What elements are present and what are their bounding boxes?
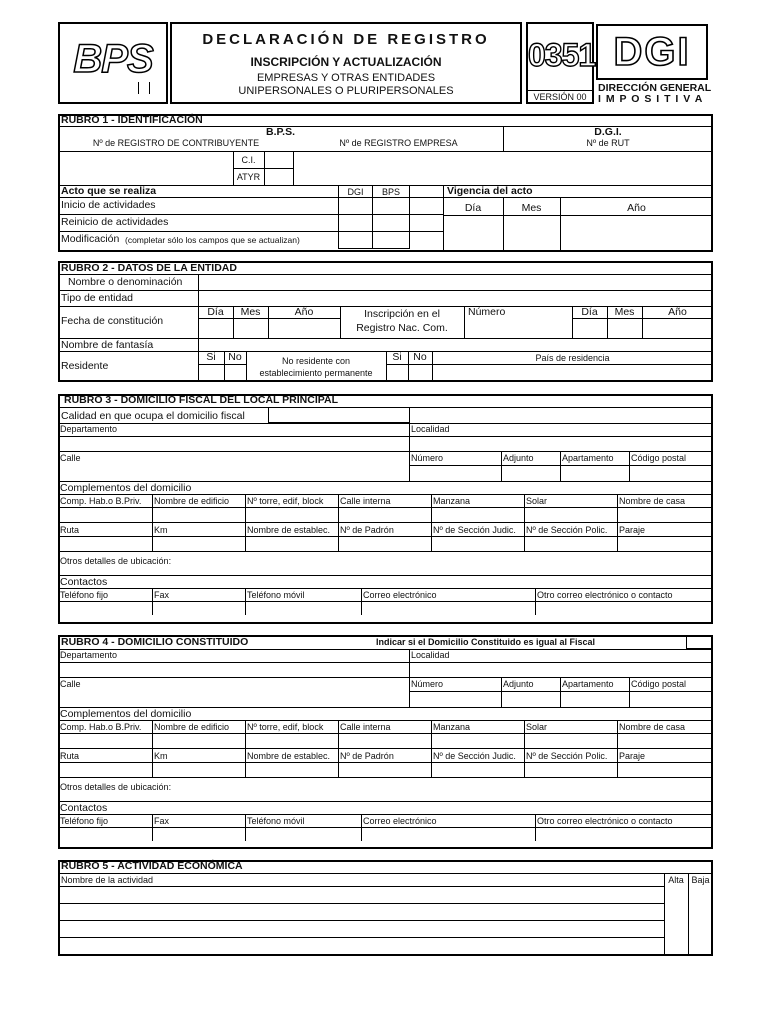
r4-paraje-label: Paraje xyxy=(619,751,646,761)
r3-telefono-label: Teléfono fijo xyxy=(60,590,109,600)
r4-calle-interna-label: Calle interna xyxy=(340,722,391,732)
r4-manzana-label: Manzana xyxy=(433,722,471,732)
r4-km-label: Km xyxy=(154,751,168,761)
fecha-mes: Mes xyxy=(240,306,261,318)
vigencia-mes: Mes xyxy=(521,202,542,214)
ci-input[interactable] xyxy=(265,152,293,168)
acto-label: Acto que se realiza xyxy=(61,185,157,197)
r4-otros-detalles-input[interactable] xyxy=(200,779,711,797)
r3-calle-interna-input[interactable] xyxy=(340,509,429,521)
r3-km-label: Km xyxy=(154,525,168,535)
r3-padron-label: Nº de Padrón xyxy=(340,525,394,535)
r4-adjunto-label: Adjunto xyxy=(503,679,534,689)
dgi-logo: DGI xyxy=(613,30,691,74)
fecha-anio: Año xyxy=(294,306,314,318)
dgi-line-1: DIRECCIÓN GENERAL xyxy=(598,82,712,94)
form-number: 0351 xyxy=(528,37,596,73)
r3-correo-input[interactable] xyxy=(363,602,533,613)
rubro-4-indicar-label: Indicar si el Domicilio Constituido es igual al Fiscal xyxy=(376,637,596,647)
r3-numero-input[interactable] xyxy=(411,466,499,480)
r3-km-input[interactable] xyxy=(154,538,243,550)
residente-si-check[interactable] xyxy=(200,366,222,380)
r3-nombre-casa-input[interactable] xyxy=(619,509,711,521)
bps-logo-bars xyxy=(138,82,150,94)
r4-codigo-postal-input[interactable] xyxy=(631,692,711,706)
no-residente-label-1: No residente con xyxy=(281,356,351,366)
r4-contactos-label: Contactos xyxy=(60,802,108,814)
rubro-1-title: RUBRO 1 - IDENTIFICACIÓN xyxy=(61,114,203,126)
r3-numero-label: Número xyxy=(411,453,444,463)
actividad-nombre-label: Nombre de la actividad xyxy=(61,875,154,885)
r3-paraje-label: Paraje xyxy=(619,525,646,535)
r4-correo-input[interactable] xyxy=(363,828,533,839)
rubro-1-dgi-heading: D.G.I. xyxy=(594,126,622,138)
r4-localidad-label: Localidad xyxy=(411,650,450,660)
r3-movil-label: Teléfono móvil xyxy=(247,590,305,600)
r3-nombre-establec-label: Nombre de establec. xyxy=(247,525,331,535)
actividad-baja-check-4[interactable] xyxy=(690,938,711,953)
r4-nombre-edificio-label: Nombre de edificio xyxy=(154,722,230,732)
r4-ruta-input[interactable] xyxy=(60,764,150,776)
r4-nombre-establec-label: Nombre de establec. xyxy=(247,751,331,761)
actividad-alta-check-3[interactable] xyxy=(666,921,686,936)
r3-correo-label: Correo electrónico xyxy=(363,590,437,600)
r3-torre-input[interactable] xyxy=(247,509,336,521)
r4-calle-input[interactable] xyxy=(60,692,407,706)
residente-no-check[interactable] xyxy=(226,366,244,380)
r4-movil-input[interactable] xyxy=(247,828,359,839)
r4-seccion-polic-label: Nº de Sección Polic. xyxy=(526,751,608,761)
r4-calle-interna-input[interactable] xyxy=(340,735,429,747)
form-title-box xyxy=(170,22,522,104)
fecha-anio-input[interactable] xyxy=(270,320,338,336)
r4-comp-hab-input[interactable] xyxy=(60,735,150,747)
r3-otros-detalles-input[interactable] xyxy=(200,553,711,571)
no-residente-no-check[interactable] xyxy=(410,366,430,380)
vigencia-anio-input[interactable] xyxy=(562,217,711,250)
r3-nombre-edificio-input[interactable] xyxy=(154,509,243,521)
acto-bps-header: BPS xyxy=(381,187,400,197)
fecha-label: Fecha de constitución xyxy=(61,315,164,327)
actividad-nombre-input-1[interactable] xyxy=(60,887,662,902)
inscripcion-mes: Mes xyxy=(614,306,635,318)
dgi-line-2: I M P O S I T I V A xyxy=(598,93,704,105)
calidad-input[interactable] xyxy=(268,407,410,423)
no-residente-si: Si xyxy=(392,351,402,363)
nombre-input[interactable] xyxy=(200,276,711,289)
r3-apartamento-input[interactable] xyxy=(562,466,627,480)
reg-contribuyente-label: Nº de REGISTRO DE CONTRIBUYENTE xyxy=(92,138,260,148)
r4-movil-label: Teléfono móvil xyxy=(247,816,305,826)
r4-nombre-edificio-input[interactable] xyxy=(154,735,243,747)
bps-logo-box xyxy=(58,22,168,104)
r3-contactos-label: Contactos xyxy=(60,576,108,588)
r3-departamento-input[interactable] xyxy=(60,437,407,450)
actividad-baja-check-3[interactable] xyxy=(690,921,711,936)
r3-seccion-judic-label: Nº de Sección Judic. xyxy=(433,525,516,535)
r3-apartamento-label: Apartamento xyxy=(562,453,614,463)
r4-calle-label: Calle xyxy=(60,679,81,689)
fecha-dia-input[interactable] xyxy=(200,320,231,336)
r4-nombre-establec-input[interactable] xyxy=(247,764,336,776)
r3-seccion-judic-input[interactable] xyxy=(433,538,522,550)
form-line-2: UNIPERSONALES O PLURIPERSONALES xyxy=(238,85,454,97)
r4-adjunto-input[interactable] xyxy=(503,692,558,706)
inicio-dgi-check[interactable] xyxy=(340,199,371,214)
reg-empresa-label: Nº de REGISTRO EMPRESA xyxy=(339,138,458,148)
reinicio-dgi-check[interactable] xyxy=(340,215,371,230)
inscripcion-anio: Año xyxy=(668,306,687,318)
pais-residencia-label: País de residencia xyxy=(535,353,610,363)
r3-torre-label: Nº torre, edif, block xyxy=(247,496,324,506)
r4-numero-input[interactable] xyxy=(411,692,499,706)
tipo-input[interactable] xyxy=(200,292,711,305)
vigencia-dia: Día xyxy=(464,202,482,214)
r4-localidad-input[interactable] xyxy=(411,663,711,676)
r4-codigo-postal-label: Código postal xyxy=(631,679,687,689)
inscripcion-label-2: Registro Nac. Com. xyxy=(356,322,448,334)
rut-label: Nº de RUT xyxy=(586,138,630,148)
bps-logo: BPS xyxy=(73,37,153,81)
inscripcion-dia: Día xyxy=(581,306,598,318)
r4-seccion-judic-input[interactable] xyxy=(433,764,522,776)
r3-calle-interna-label: Calle interna xyxy=(340,496,391,506)
residente-no: No xyxy=(228,351,242,363)
form-version: VERSIÓN 00 xyxy=(528,90,592,102)
no-residente-si-check[interactable] xyxy=(388,366,406,380)
dgi-logo-box xyxy=(596,24,708,80)
r3-fax-input[interactable] xyxy=(154,602,243,613)
r3-movil-input[interactable] xyxy=(247,602,359,613)
residente-label: Residente xyxy=(61,360,109,372)
r4-paraje-input[interactable] xyxy=(619,764,711,776)
reinicio-bps-check[interactable] xyxy=(374,215,408,230)
r3-solar-input[interactable] xyxy=(526,509,615,521)
actividad-baja-check-2[interactable] xyxy=(690,904,711,919)
r4-padron-input[interactable] xyxy=(340,764,429,776)
rut-input[interactable] xyxy=(505,152,711,184)
actividad-baja-check-1[interactable] xyxy=(690,887,711,902)
r3-telefono-input[interactable] xyxy=(60,602,150,613)
actividad-nombre-input-2[interactable] xyxy=(60,904,662,919)
inscripcion-label-1: Inscripción en el xyxy=(364,308,440,320)
r3-nombre-casa-label: Nombre de casa xyxy=(619,496,686,506)
r3-nombre-edificio-label: Nombre de edificio xyxy=(154,496,230,506)
r3-comp-hab-label: Comp. Hab.o B.Priv. xyxy=(60,496,142,506)
r4-fax-label: Fax xyxy=(154,816,170,826)
rubro-5-title: RUBRO 5 - ACTIVIDAD ECONÓMICA xyxy=(61,860,243,872)
r4-comp-hab-label: Comp. Hab.o B.Priv. xyxy=(60,722,142,732)
r3-otro-correo-input[interactable] xyxy=(537,602,711,613)
r3-ruta-label: Ruta xyxy=(60,525,80,535)
modificacion-note: (completar sólo los campos que se actualizan) xyxy=(125,235,300,245)
calidad-label: Calidad en que ocupa el domicilio fiscal xyxy=(61,410,245,422)
rubro-4-title: RUBRO 4 - DOMICILIO CONSTITUIDO xyxy=(61,636,249,648)
r3-seccion-polic-input[interactable] xyxy=(526,538,615,550)
vigencia-anio: Año xyxy=(627,202,646,214)
vigencia-dia-input[interactable] xyxy=(445,217,501,250)
actividad-nombre-input-3[interactable] xyxy=(60,921,662,936)
r3-departamento-label: Departamento xyxy=(60,424,118,434)
r4-nombre-casa-input[interactable] xyxy=(619,735,711,747)
inicio-label: Inicio de actividades xyxy=(61,199,156,211)
r4-numero-label: Número xyxy=(411,679,444,689)
r4-nombre-casa-label: Nombre de casa xyxy=(619,722,686,732)
r3-adjunto-label: Adjunto xyxy=(503,453,534,463)
inscripcion-numero-input[interactable] xyxy=(466,320,570,336)
r4-correo-label: Correo electrónico xyxy=(363,816,437,826)
r4-telefono-label: Teléfono fijo xyxy=(60,816,109,826)
r4-departamento-input[interactable] xyxy=(60,663,407,676)
ci-label: C.I. xyxy=(241,155,256,165)
r4-telefono-input[interactable] xyxy=(60,828,150,839)
r4-manzana-input[interactable] xyxy=(433,735,522,747)
actividad-alta-check-4[interactable] xyxy=(666,938,686,953)
r4-torre-label: Nº torre, edif, block xyxy=(247,722,324,732)
r3-seccion-polic-label: Nº de Sección Polic. xyxy=(526,525,608,535)
r3-ruta-input[interactable] xyxy=(60,538,150,550)
r3-localidad-label: Localidad xyxy=(411,424,450,434)
actividad-alta-label: Alta xyxy=(668,875,684,885)
r4-otro-correo-input[interactable] xyxy=(537,828,711,839)
r4-solar-label: Solar xyxy=(526,722,548,732)
reg-empresa-input[interactable] xyxy=(296,152,501,184)
fecha-mes-input[interactable] xyxy=(235,320,266,336)
r3-calle-label: Calle xyxy=(60,453,81,463)
r3-codigo-postal-label: Código postal xyxy=(631,453,687,463)
r3-codigo-postal-input[interactable] xyxy=(631,466,711,480)
r4-departamento-label: Departamento xyxy=(60,650,118,660)
reinicio-label: Reinicio de actividades xyxy=(61,216,169,228)
r4-apartamento-label: Apartamento xyxy=(562,679,614,689)
atyr-input[interactable] xyxy=(265,169,293,185)
rubro-4-igual-fiscal-check[interactable] xyxy=(686,635,713,649)
rubro-1-bps-heading: B.P.S. xyxy=(266,126,295,138)
r4-padron-label: Nº de Padrón xyxy=(340,751,394,761)
r3-manzana-input[interactable] xyxy=(433,509,522,521)
r4-torre-input[interactable] xyxy=(247,735,336,747)
r3-otro-correo-label: Otro correo electrónico o contacto xyxy=(537,590,673,600)
r4-seccion-polic-input[interactable] xyxy=(526,764,615,776)
r3-otros-detalles-label: Otros detalles de ubicación: xyxy=(60,556,172,566)
actividad-baja-label: Baja xyxy=(691,875,710,885)
modificacion-dgi-check[interactable] xyxy=(340,232,371,247)
r3-adjunto-input[interactable] xyxy=(503,466,558,480)
r4-solar-input[interactable] xyxy=(526,735,615,747)
fecha-dia: Día xyxy=(207,306,224,318)
modificacion-label: Modificación xyxy=(61,233,120,245)
r4-km-input[interactable] xyxy=(154,764,243,776)
modificacion-bps-check[interactable] xyxy=(374,232,408,247)
form-subtitle: INSCRIPCIÓN Y ACTUALIZACIÓN xyxy=(250,55,442,69)
r4-otros-detalles-label: Otros detalles de ubicación: xyxy=(60,782,172,792)
no-residente-no: No xyxy=(413,351,427,363)
no-residente-label-2: establecimiento permanente xyxy=(259,368,373,378)
r3-padron-input[interactable] xyxy=(340,538,429,550)
r4-ruta-label: Ruta xyxy=(60,751,80,761)
r3-calle-input[interactable] xyxy=(60,466,407,480)
fantasia-input[interactable] xyxy=(200,339,711,350)
inicio-bps-check[interactable] xyxy=(374,199,408,214)
vigencia-mes-input[interactable] xyxy=(505,217,558,250)
form-title: DECLARACIÓN DE REGISTRO xyxy=(202,31,490,48)
actividad-alta-check-2[interactable] xyxy=(666,904,686,919)
r4-apartamento-input[interactable] xyxy=(562,692,627,706)
r4-otro-correo-label: Otro correo electrónico o contacto xyxy=(537,816,673,826)
r3-manzana-label: Manzana xyxy=(433,496,471,506)
actividad-nombre-input-4[interactable] xyxy=(60,938,662,953)
r3-comp-hab-input[interactable] xyxy=(60,509,150,521)
fantasia-label: Nombre de fantasía xyxy=(61,339,154,351)
r3-nombre-establec-input[interactable] xyxy=(247,538,336,550)
nombre-label: Nombre o denominación xyxy=(68,276,183,288)
r3-fax-label: Fax xyxy=(154,590,170,600)
r3-localidad-input[interactable] xyxy=(411,437,711,450)
r4-complementos-label: Complementos del domicilio xyxy=(60,708,192,720)
pais-residencia-input[interactable] xyxy=(434,366,711,380)
r3-complementos-label: Complementos del domicilio xyxy=(60,482,192,494)
form-line-1: EMPRESAS Y OTRAS ENTIDADES xyxy=(256,72,436,84)
vigencia-label: Vigencia del acto xyxy=(447,185,533,197)
rubro-2-title: RUBRO 2 - DATOS DE LA ENTIDAD xyxy=(61,262,237,274)
reg-contribuyente-input[interactable] xyxy=(60,152,230,184)
atyr-label: ATYR xyxy=(236,172,261,182)
rubro-3-title: RUBRO 3 - DOMICILIO FISCAL DEL LOCAL PRINCIPAL xyxy=(64,394,338,406)
r4-fax-input[interactable] xyxy=(154,828,243,839)
residente-si: Si xyxy=(206,351,216,363)
r3-paraje-input[interactable] xyxy=(619,538,711,550)
inscripcion-numero: Número xyxy=(468,306,506,318)
r4-seccion-judic-label: Nº de Sección Judic. xyxy=(433,751,516,761)
actividad-alta-check-1[interactable] xyxy=(666,887,686,902)
form-number-box xyxy=(526,22,594,104)
r3-solar-label: Solar xyxy=(526,496,548,506)
tipo-label: Tipo de entidad xyxy=(61,292,133,304)
acto-dgi-header: DGI xyxy=(347,187,364,197)
